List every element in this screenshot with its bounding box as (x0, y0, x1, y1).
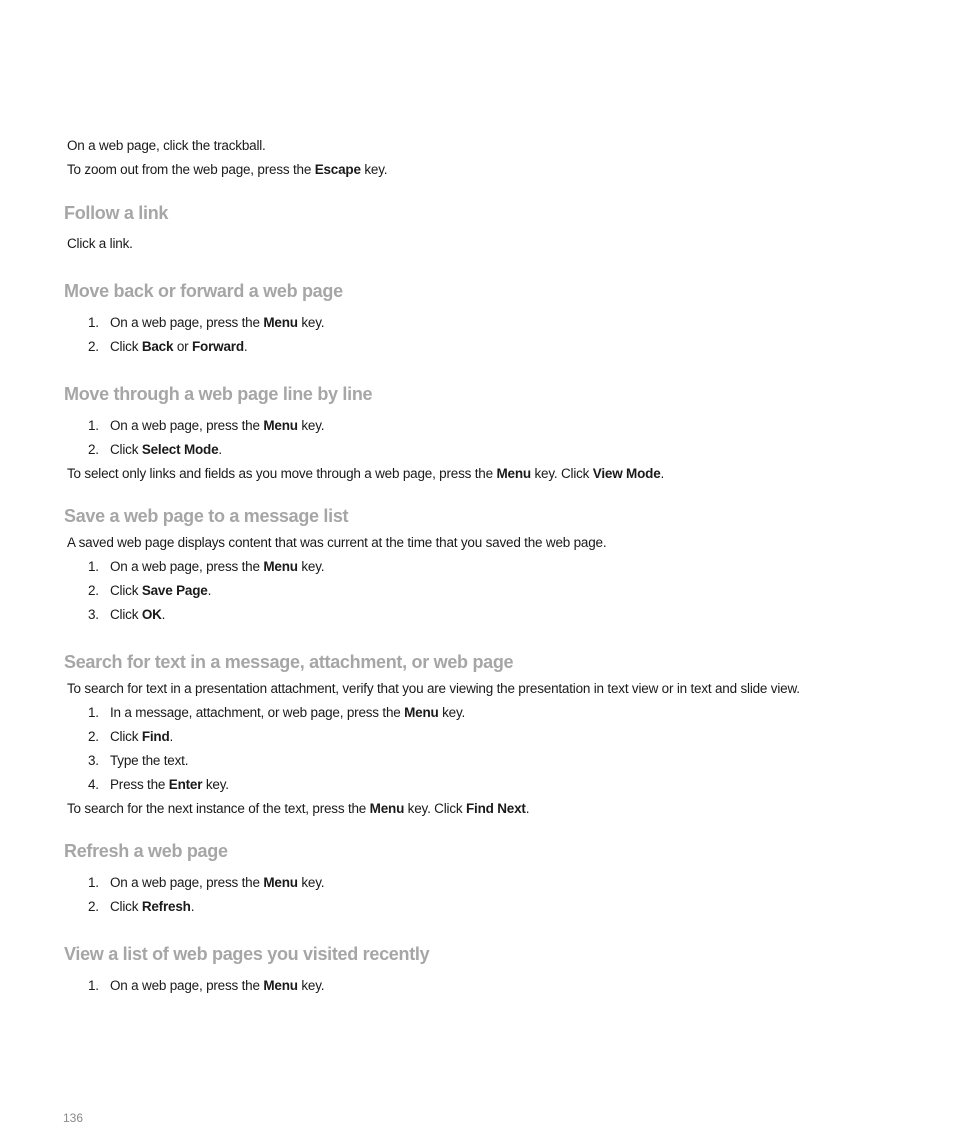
text: . (525, 801, 530, 816)
text: . (190, 899, 195, 914)
menu-item-name: Refresh (141, 899, 191, 914)
list-number: 1. (88, 978, 99, 993)
key-name: Menu (263, 559, 298, 574)
text: To select only links and fields as you move through a web page, press the (67, 466, 497, 481)
key-name: Menu (263, 978, 298, 993)
menu-item-name: View Mode (592, 466, 661, 481)
list-number: 2. (88, 729, 99, 744)
list-number: 3. (88, 607, 99, 622)
list-item (88, 874, 324, 891)
menu-item-name: Back (141, 339, 174, 354)
key-name: Menu (496, 466, 531, 481)
menu-item-name: Find Next (465, 801, 526, 816)
text: key. (297, 875, 325, 890)
section-heading: Save a web page to a message list (64, 506, 349, 526)
text: On a web page, press the (110, 559, 264, 574)
text: . (660, 466, 665, 481)
text: key. (297, 418, 325, 433)
list-item (88, 776, 229, 793)
section-text: Click a link. (67, 236, 133, 251)
list-item (88, 728, 173, 745)
menu-item-name: Save Page (141, 583, 208, 598)
text: or (173, 339, 193, 354)
key-name: Enter (168, 777, 203, 792)
text: On a web page, press the (110, 315, 264, 330)
text: Click (110, 583, 142, 598)
section-heading: Follow a link (64, 203, 169, 223)
key-name: Escape (314, 162, 361, 177)
menu-item-name: Forward (192, 339, 244, 354)
text: key. (297, 559, 325, 574)
text: key. Click (404, 801, 466, 816)
text: On a web page, press the (110, 875, 264, 890)
list-number: 1. (88, 315, 99, 330)
text: key. (297, 315, 325, 330)
list-item (88, 558, 324, 575)
list-item (88, 441, 222, 458)
key-name: Menu (263, 418, 298, 433)
list-number: 1. (88, 418, 99, 433)
intro-text: On a web page, click the trackball. (67, 138, 266, 153)
list-number: 1. (88, 559, 99, 574)
list-item (88, 977, 324, 994)
text: key. (360, 162, 388, 177)
menu-item-name: Find (141, 729, 170, 744)
section-text: To search for text in a presentation attachment, verify that you are viewing the presentation in text view or in text and slide view. (67, 681, 800, 696)
menu-item-name: OK (141, 607, 162, 622)
key-name: Menu (263, 315, 298, 330)
text: Press the (110, 777, 169, 792)
section-note (67, 465, 664, 482)
key-name: Menu (404, 705, 439, 720)
list-number: 4. (88, 777, 99, 792)
text: . (207, 583, 212, 598)
section-heading: Refresh a web page (64, 841, 228, 861)
key-name: Menu (263, 875, 298, 890)
text: Click (110, 729, 142, 744)
text: . (169, 729, 174, 744)
list-number: 2. (88, 899, 99, 914)
text: Click (110, 442, 142, 457)
section-note (67, 800, 529, 817)
text: Click (110, 339, 142, 354)
section-heading: Search for text in a message, attachment, or web page (64, 652, 514, 672)
menu-item-name: Select Mode (141, 442, 219, 457)
section-heading: View a list of web pages you visited recently (64, 944, 430, 964)
text: To search for the next instance of the text, press the (67, 801, 370, 816)
text: Click (110, 607, 142, 622)
list-item (88, 752, 188, 769)
zoom-out-note (67, 161, 387, 178)
list-item (88, 898, 194, 915)
list-number: 2. (88, 339, 99, 354)
list-item (88, 314, 324, 331)
list-number: 2. (88, 583, 99, 598)
text: Type the text. (110, 753, 189, 768)
list-item (88, 582, 211, 599)
text: On a web page, press the (110, 418, 264, 433)
list-number: 2. (88, 442, 99, 457)
page-number: 136 (63, 1111, 84, 1125)
list-item (88, 606, 165, 623)
list-item (88, 704, 465, 721)
text: key. (202, 777, 229, 792)
text: On a web page, press the (110, 978, 264, 993)
text: key. (297, 978, 325, 993)
section-heading: Move through a web page line by line (64, 384, 373, 404)
text: key. (438, 705, 466, 720)
key-name: Menu (369, 801, 405, 816)
list-number: 1. (88, 875, 99, 890)
text: To zoom out from the web page, press the (67, 162, 315, 177)
list-item (88, 417, 324, 434)
text: . (218, 442, 222, 457)
text: In a message, attachment, or web page, press the (110, 705, 405, 720)
text: key. Click (530, 466, 593, 481)
section-text: A saved web page displays content that was current at the time that you saved the web page. (67, 535, 607, 550)
list-number: 3. (88, 753, 99, 768)
list-item (88, 338, 247, 355)
section-heading: Move back or forward a web page (64, 281, 343, 301)
text: Click (110, 899, 142, 914)
text: . (243, 339, 248, 354)
list-number: 1. (88, 705, 99, 720)
text: . (161, 607, 166, 622)
